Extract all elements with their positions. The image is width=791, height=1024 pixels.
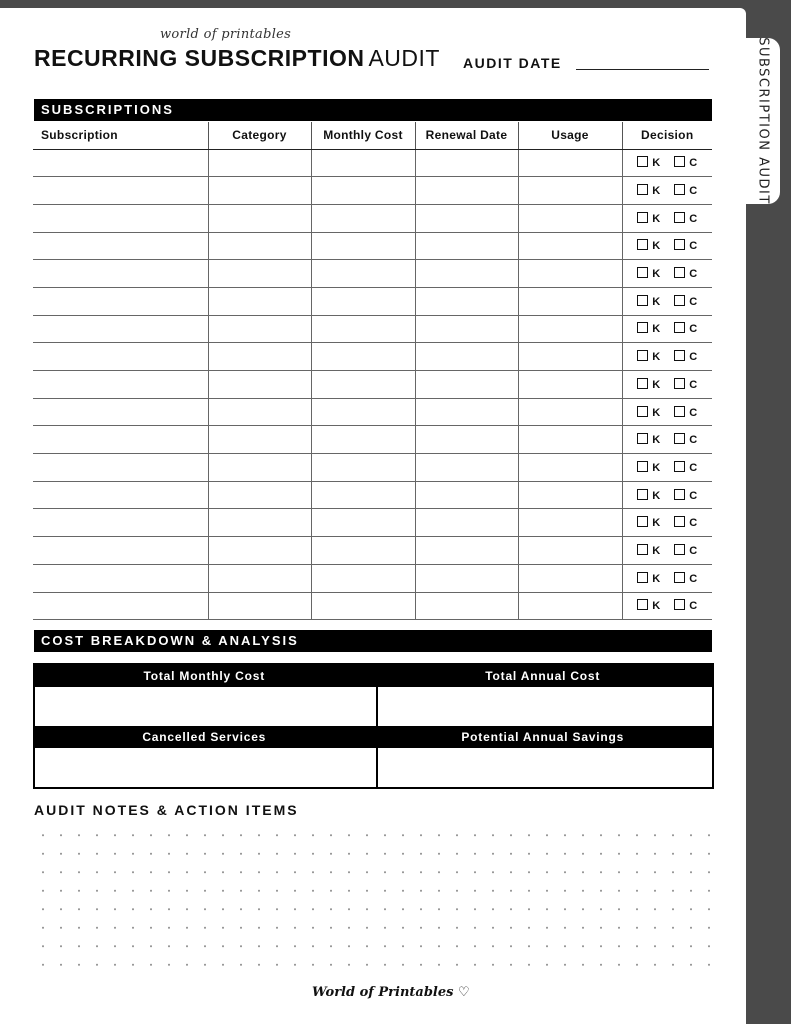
table-header-row [33,122,712,149]
cancel-checkbox[interactable] [674,599,685,610]
table-cell[interactable] [33,509,208,537]
table-row [33,149,712,177]
table-cell[interactable] [518,509,622,537]
table-cell[interactable] [311,564,415,592]
table-row [33,509,712,537]
keep-label: K [652,185,661,198]
table-row [33,232,712,260]
cancel-label: C [689,212,698,225]
table-row [33,398,712,426]
cancel-checkbox[interactable] [674,239,685,250]
keep-label: K [652,157,661,170]
decision-cell [622,371,712,399]
table-row [33,481,712,509]
total-annual-label: Total Annual Cost [374,665,713,687]
audit-date-label: AUDIT DATE [463,55,562,71]
cancelled-services-label: Cancelled Services [35,726,374,748]
keep-label: K [652,268,661,281]
table-cell[interactable] [518,177,622,205]
keep-checkbox[interactable] [637,350,648,361]
cancel-label: C [689,295,698,308]
table-cell[interactable] [208,260,311,288]
table-cell[interactable] [33,592,208,620]
keep-checkbox[interactable] [637,295,648,306]
keep-checkbox[interactable] [637,267,648,278]
cancel-checkbox[interactable] [674,433,685,444]
cancel-checkbox[interactable] [674,489,685,500]
table-row [33,426,712,454]
keep-checkbox[interactable] [637,489,648,500]
table-cell[interactable] [518,287,622,315]
table-cell[interactable] [415,592,518,620]
cancel-checkbox[interactable] [674,572,685,583]
keep-label: K [652,351,661,364]
decision-cell [622,149,712,177]
side-tab[interactable] [746,38,780,204]
table-cell[interactable] [33,371,208,399]
cancel-label: C [689,378,698,391]
title-light: AUDIT [368,45,440,71]
table-row [33,177,712,205]
table-cell[interactable] [311,509,415,537]
table-cell[interactable] [311,177,415,205]
keep-checkbox[interactable] [637,239,648,250]
table-cell[interactable] [415,454,518,482]
keep-label: K [652,323,661,336]
cancel-label: C [689,240,698,253]
table-cell[interactable] [415,426,518,454]
keep-checkbox[interactable] [637,572,648,583]
keep-checkbox[interactable] [637,433,648,444]
table-cell[interactable] [415,564,518,592]
annual-savings-cell[interactable] [374,726,713,787]
keep-checkbox[interactable] [637,406,648,417]
cancel-checkbox[interactable] [674,378,685,389]
cancel-checkbox[interactable] [674,322,685,333]
decision-cell [622,260,712,288]
decision-cell [622,481,712,509]
table-cell[interactable] [518,204,622,232]
cost-breakdown-grid [33,663,714,789]
decision-cell [622,204,712,232]
table-cell[interactable] [311,592,415,620]
col-monthly-cost: Monthly Cost [311,122,415,149]
table-cell[interactable] [415,232,518,260]
grid-divider-bottom [376,748,378,789]
table-cell[interactable] [518,564,622,592]
cancel-label: C [689,434,698,447]
decision-cell [622,398,712,426]
table-cell[interactable] [208,454,311,482]
table-cell[interactable] [311,232,415,260]
subscriptions-section-header: SUBSCRIPTIONS [34,99,712,121]
brand-script: world of printables [160,27,292,42]
table-row [33,454,712,482]
table-cell[interactable] [311,204,415,232]
cancel-label: C [689,185,698,198]
table-cell[interactable] [208,149,311,177]
table-cell[interactable] [33,287,208,315]
table-cell[interactable] [518,398,622,426]
table-cell[interactable] [518,481,622,509]
total-monthly-cell[interactable] [35,665,374,726]
table-row [33,371,712,399]
table-cell[interactable] [33,398,208,426]
table-cell[interactable] [415,509,518,537]
table-row [33,287,712,315]
table-cell[interactable] [518,260,622,288]
grid-divider-top [376,687,378,727]
col-decision: Decision [622,122,712,149]
table-cell[interactable] [518,426,622,454]
table-cell[interactable] [33,232,208,260]
cancel-checkbox[interactable] [674,156,685,167]
table-cell[interactable] [518,592,622,620]
table-cell[interactable] [518,371,622,399]
table-cell[interactable] [33,260,208,288]
keep-checkbox[interactable] [637,544,648,555]
subscriptions-table [33,122,712,620]
table-cell[interactable] [33,149,208,177]
table-cell[interactable] [415,260,518,288]
cancel-label: C [689,544,698,557]
decision-cell [622,564,712,592]
table-cell[interactable] [415,537,518,565]
keep-label: K [652,517,661,530]
table-cell[interactable] [518,454,622,482]
table-cell[interactable] [415,343,518,371]
table-cell[interactable] [415,481,518,509]
notes-dot-grid[interactable] [34,826,714,966]
keep-label: K [652,434,661,447]
cancel-checkbox[interactable] [674,295,685,306]
table-cell[interactable] [33,426,208,454]
cancelled-services-cell[interactable] [35,726,374,787]
subscriptions-body [33,149,712,620]
total-monthly-label: Total Monthly Cost [35,665,374,687]
keep-label: K [652,240,661,253]
col-usage: Usage [518,122,622,149]
table-cell[interactable] [311,426,415,454]
col-renewal-date: Renewal Date [415,122,518,149]
cancel-checkbox[interactable] [674,544,685,555]
keep-checkbox[interactable] [637,322,648,333]
decision-cell [622,509,712,537]
table-cell[interactable] [311,287,415,315]
table-cell[interactable] [311,398,415,426]
decision-cell [622,232,712,260]
cancel-checkbox[interactable] [674,516,685,527]
table-cell[interactable] [33,177,208,205]
keep-label: K [652,489,661,502]
table-cell[interactable] [208,343,311,371]
table-cell[interactable] [33,204,208,232]
table-cell[interactable] [208,232,311,260]
table-cell[interactable] [33,343,208,371]
cancel-label: C [689,600,698,613]
decision-cell [622,592,712,620]
cancel-label: C [689,517,698,530]
keep-label: K [652,406,661,419]
table-cell[interactable] [311,537,415,565]
keep-checkbox[interactable] [637,156,648,167]
table-cell[interactable] [208,592,311,620]
table-row [33,343,712,371]
audit-date-field[interactable] [576,69,709,70]
cancel-checkbox[interactable] [674,461,685,472]
cancel-label: C [689,323,698,336]
cancel-label: C [689,268,698,281]
table-cell[interactable] [415,398,518,426]
table-cell[interactable] [415,315,518,343]
keep-checkbox[interactable] [637,212,648,223]
table-cell[interactable] [33,564,208,592]
decision-cell [622,287,712,315]
table-cell[interactable] [311,315,415,343]
cancel-checkbox[interactable] [674,267,685,278]
decision-cell [622,315,712,343]
decision-cell [622,177,712,205]
table-cell[interactable] [311,260,415,288]
table-cell[interactable] [518,343,622,371]
table-cell[interactable] [208,481,311,509]
table-cell[interactable] [208,398,311,426]
table-cell[interactable] [208,204,311,232]
cancel-label: C [689,461,698,474]
notes-title: AUDIT NOTES & ACTION ITEMS [34,802,299,818]
keep-label: K [652,572,661,585]
table-row [33,315,712,343]
side-tab-label: SUBSCRIPTION AUDIT [755,37,771,205]
table-cell[interactable] [311,149,415,177]
cancel-label: C [689,572,698,585]
keep-checkbox[interactable] [637,378,648,389]
table-cell[interactable] [33,315,208,343]
decision-cell [622,343,712,371]
keep-label: K [652,461,661,474]
table-cell[interactable] [415,204,518,232]
cost-section-header: COST BREAKDOWN & ANALYSIS [34,630,712,652]
table-cell[interactable] [208,426,311,454]
table-cell[interactable] [208,177,311,205]
keep-label: K [652,544,661,557]
table-cell[interactable] [208,287,311,315]
footer-logo: World of Printables ♡ [312,985,470,1000]
table-cell[interactable] [208,371,311,399]
cancel-label: C [689,351,698,364]
col-subscription: Subscription [33,122,208,149]
decision-cell [622,454,712,482]
table-cell[interactable] [518,149,622,177]
keep-label: K [652,295,661,308]
table-cell[interactable] [518,537,622,565]
keep-label: K [652,378,661,391]
table-row [33,564,712,592]
keep-checkbox[interactable] [637,516,648,527]
table-row [33,204,712,232]
keep-label: K [652,212,661,225]
decision-cell [622,426,712,454]
table-cell[interactable] [415,177,518,205]
table-cell[interactable] [33,537,208,565]
col-category: Category [208,122,311,149]
top-border [0,0,791,8]
cancel-label: C [689,406,698,419]
table-row [33,537,712,565]
table-cell[interactable] [311,371,415,399]
page-title [34,45,440,72]
cancel-checkbox[interactable] [674,184,685,195]
cancel-label: C [689,157,698,170]
cancel-checkbox[interactable] [674,406,685,417]
keep-checkbox[interactable] [637,461,648,472]
table-cell[interactable] [518,232,622,260]
table-cell[interactable] [415,287,518,315]
table-cell[interactable] [208,537,311,565]
keep-checkbox[interactable] [637,599,648,610]
cancel-checkbox[interactable] [674,350,685,361]
table-row [33,260,712,288]
table-cell[interactable] [208,564,311,592]
total-annual-cell[interactable] [374,665,713,726]
table-cell[interactable] [415,371,518,399]
decision-cell [622,537,712,565]
table-cell[interactable] [208,315,311,343]
table-cell[interactable] [415,149,518,177]
table-cell[interactable] [518,315,622,343]
cancel-checkbox[interactable] [674,212,685,223]
annual-savings-label: Potential Annual Savings [374,726,713,748]
table-cell[interactable] [311,481,415,509]
table-cell[interactable] [311,343,415,371]
table-cell[interactable] [208,509,311,537]
table-cell[interactable] [33,454,208,482]
table-cell[interactable] [311,454,415,482]
table-row [33,592,712,620]
keep-label: K [652,600,661,613]
title-bold: RECURRING SUBSCRIPTION [34,45,365,71]
cancel-label: C [689,489,698,502]
table-cell[interactable] [33,481,208,509]
keep-checkbox[interactable] [637,184,648,195]
